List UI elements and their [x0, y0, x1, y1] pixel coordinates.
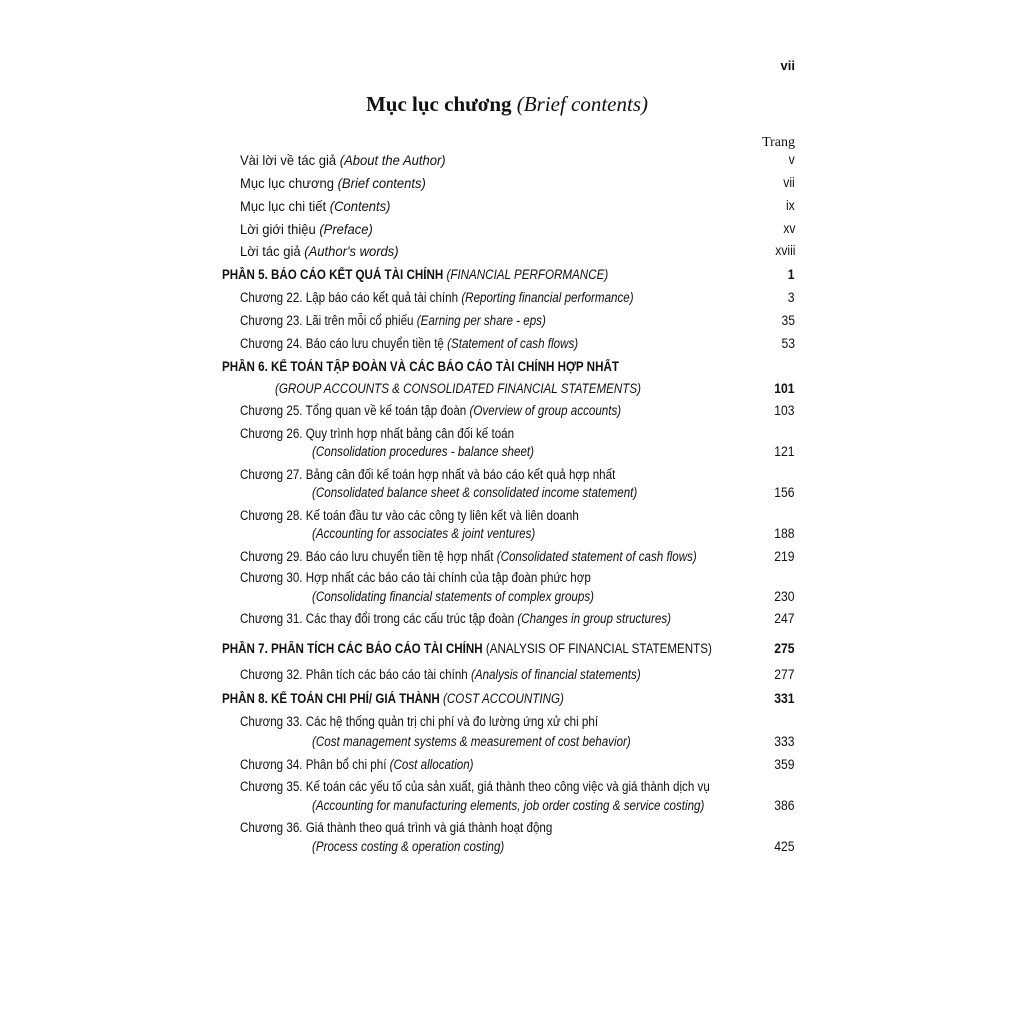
- entry-title-vi: Lời tác giả: [240, 243, 301, 259]
- entry-title-en: (Statement of cash flows): [447, 336, 579, 351]
- toc-entry-chapter: [240, 714, 598, 730]
- entry-page-number: 188: [774, 526, 795, 541]
- toc-entry-subtitle: [275, 381, 641, 397]
- entry-page-number: 121: [774, 444, 795, 459]
- entry-page-number: 331: [774, 691, 795, 706]
- entry-title-en: (Consolidation procedures - balance sheet): [312, 444, 535, 459]
- entry-title-en: (Contents): [329, 198, 391, 214]
- toc-entry-part: [222, 267, 608, 283]
- title-en: (Brief contents): [516, 92, 649, 116]
- entry-title-vi: Chương 36. Giá thành theo quá trình và giá thành hoạt động: [240, 820, 553, 835]
- entry-title-en: (Earning per share - eps): [416, 313, 546, 328]
- entry-title-vi: PHẦN 8. KẾ TOÁN CHI PHÍ/ GIÁ THÀNH: [222, 691, 440, 706]
- title-vi: Mục lục chương: [365, 92, 512, 116]
- toc-entry-front: [240, 221, 373, 237]
- entry-title-vi: Chương 30. Hợp nhất các báo cáo tài chính của tập đoàn phức hợp: [240, 570, 591, 585]
- entry-title-vi: Chương 27. Bảng cân đối kế toán hợp nhất và báo cáo kết quả hợp nhất: [240, 467, 616, 482]
- entry-title-en: (ANALYSIS OF FINANCIAL STATEMENTS): [485, 641, 712, 656]
- entry-page-number: v: [788, 152, 795, 167]
- entry-title-en: (Analysis of financial statements): [470, 667, 641, 682]
- toc-entry-front: [240, 152, 446, 168]
- entry-page-number: 386: [774, 798, 795, 813]
- entry-title-vi: Lời giới thiệu: [240, 221, 316, 237]
- entry-title-vi: Chương 24. Báo cáo lưu chuyển tiền tệ: [240, 336, 444, 351]
- toc-entry-chapter: [240, 570, 591, 586]
- entry-page-number: 53: [781, 336, 795, 351]
- toc-entry-subtitle: [312, 839, 504, 855]
- entry-title-en: (Consolidating financial statements of complex groups): [312, 589, 595, 604]
- toc-entry-part: [222, 691, 564, 707]
- toc-entry-front: [240, 198, 391, 214]
- toc-entry-subtitle: [312, 526, 535, 542]
- toc-entry-subtitle: [312, 798, 704, 814]
- entry-page-number: vii: [783, 175, 795, 190]
- entry-title-vi: Chương 34. Phân bổ chi phí: [240, 757, 387, 772]
- entry-title-vi: PHẦN 6. KẾ TOÁN TẬP ĐOÀN VÀ CÁC BÁO CÁO TÀI CHÍNH HỢP NHẤT: [222, 359, 619, 374]
- entry-title-vi: Chương 35. Kế toán các yếu tố của sản xuất, giá thành theo công việc và giá thành dịch vụ: [240, 779, 710, 794]
- toc-entry-chapter: [240, 336, 578, 352]
- toc-entry-subtitle: [312, 444, 534, 460]
- toc-entry-chapter: [240, 757, 474, 773]
- entry-title-vi: Chương 33. Các hệ thống quản trị chi phí và đo lường ứng xử chi phí: [240, 714, 599, 729]
- entry-title-vi: Chương 23. Lãi trên mỗi cổ phiếu: [240, 313, 414, 328]
- toc-entry-subtitle: [312, 734, 631, 750]
- entry-title-vi: Chương 28. Kế toán đầu tư vào các công ty liên kết và liên doanh: [240, 508, 579, 523]
- entry-page-number: xv: [782, 221, 795, 236]
- entry-page-number: ix: [786, 198, 795, 213]
- entry-title-vi: Chương 26. Quy trình hợp nhất bảng cân đối kế toán: [240, 426, 515, 441]
- entry-title-en: (Consolidated balance sheet & consolidated income statement): [312, 485, 638, 500]
- toc-entry-chapter: [240, 426, 514, 442]
- entry-page-number: 230: [774, 589, 795, 604]
- entry-title-vi: Chương 31. Các thay đổi trong các cấu trúc tập đoàn: [240, 611, 515, 626]
- entry-page-number: 275: [774, 641, 795, 656]
- entry-title-en: (Process costing & operation costing): [312, 839, 505, 854]
- entry-page-number: 333: [774, 734, 795, 749]
- entry-title-en: (Author's words): [304, 243, 399, 259]
- entry-title-vi: Mục lục chương: [240, 175, 334, 191]
- entry-title-vi: Chương 25. Tổng quan về kế toán tập đoàn: [240, 403, 467, 418]
- toc-entry-front: [240, 243, 399, 259]
- entry-page-number: 425: [774, 839, 795, 854]
- toc-entry-chapter: [240, 290, 634, 306]
- toc-entry-part: [222, 359, 619, 375]
- toc-entry-chapter: [240, 313, 546, 329]
- entry-page-number: 1: [788, 267, 795, 282]
- entry-page-number: 156: [774, 485, 795, 500]
- entry-title-en: (Changes in group structures): [517, 611, 672, 626]
- entry-title-vi: Chương 32. Phân tích các báo cáo tài chính: [240, 667, 468, 682]
- toc-entry-chapter: [240, 820, 552, 836]
- entry-title-en: (Reporting financial performance): [461, 290, 634, 305]
- entry-page-number: 247: [774, 611, 795, 626]
- toc-entry-chapter: [240, 508, 579, 524]
- entry-title-en: (Cost management systems & measurement of cost behavior): [312, 734, 631, 749]
- entry-title-vi: Vài lời về tác giả: [240, 152, 337, 168]
- entry-page-number: 35: [781, 313, 795, 328]
- entry-title-vi: PHẦN 7. PHÂN TÍCH CÁC BÁO CÁO TÀI CHÍNH: [222, 641, 483, 656]
- toc-entry-chapter: [240, 403, 621, 419]
- page-title: [0, 92, 1014, 117]
- entry-title-en: (GROUP ACCOUNTS & CONSOLIDATED FINANCIAL STATEMENTS): [275, 381, 641, 396]
- entry-title-en: (COST ACCOUNTING): [443, 691, 564, 706]
- entry-title-en: (Accounting for manufacturing elements, job order costing & service costing): [312, 798, 705, 813]
- page-number: vii: [780, 58, 795, 73]
- toc-entry-front: [240, 175, 426, 191]
- entry-title-vi: Chương 22. Lập báo cáo kết quả tài chính: [240, 290, 459, 305]
- entry-title-en: (About the Author): [339, 152, 446, 168]
- entry-title-en: (Overview of group accounts): [469, 403, 622, 418]
- toc-entry-chapter: [240, 467, 615, 483]
- entry-page-number: 3: [788, 290, 795, 305]
- entry-title-en: (Consolidated statement of cash flows): [496, 549, 697, 564]
- toc-entry-chapter: [240, 611, 671, 627]
- toc-entry-chapter: [240, 549, 697, 565]
- toc-entry-chapter: [240, 667, 641, 683]
- entry-page-number: 359: [774, 757, 795, 772]
- entry-title-en: (Accounting for associates & joint ventures): [312, 526, 536, 541]
- entry-page-number: xviii: [774, 243, 795, 258]
- entry-page-number: 277: [774, 667, 795, 682]
- entry-page-number: 101: [774, 381, 795, 396]
- entry-title-vi: PHẦN 5. BÁO CÁO KẾT QUẢ TÀI CHÍNH: [222, 267, 444, 282]
- entry-title-vi: Mục lục chi tiết: [240, 198, 327, 214]
- entry-page-number: 219: [774, 549, 795, 564]
- entry-title-en: (Preface): [319, 221, 373, 237]
- entry-page-number: 103: [774, 403, 795, 418]
- entry-title-vi: Chương 29. Báo cáo lưu chuyển tiền tệ hợp nhất: [240, 549, 494, 564]
- entry-title-en: (Brief contents): [337, 175, 426, 191]
- toc-entry-part: [222, 641, 712, 657]
- toc-entry-subtitle: [312, 589, 594, 605]
- entry-title-en: (Cost allocation): [389, 757, 474, 772]
- page-column-header: Trang: [762, 135, 795, 150]
- toc-entry-chapter: [240, 779, 710, 795]
- entry-title-en: (FINANCIAL PERFORMANCE): [446, 267, 609, 282]
- toc-entry-subtitle: [312, 485, 637, 501]
